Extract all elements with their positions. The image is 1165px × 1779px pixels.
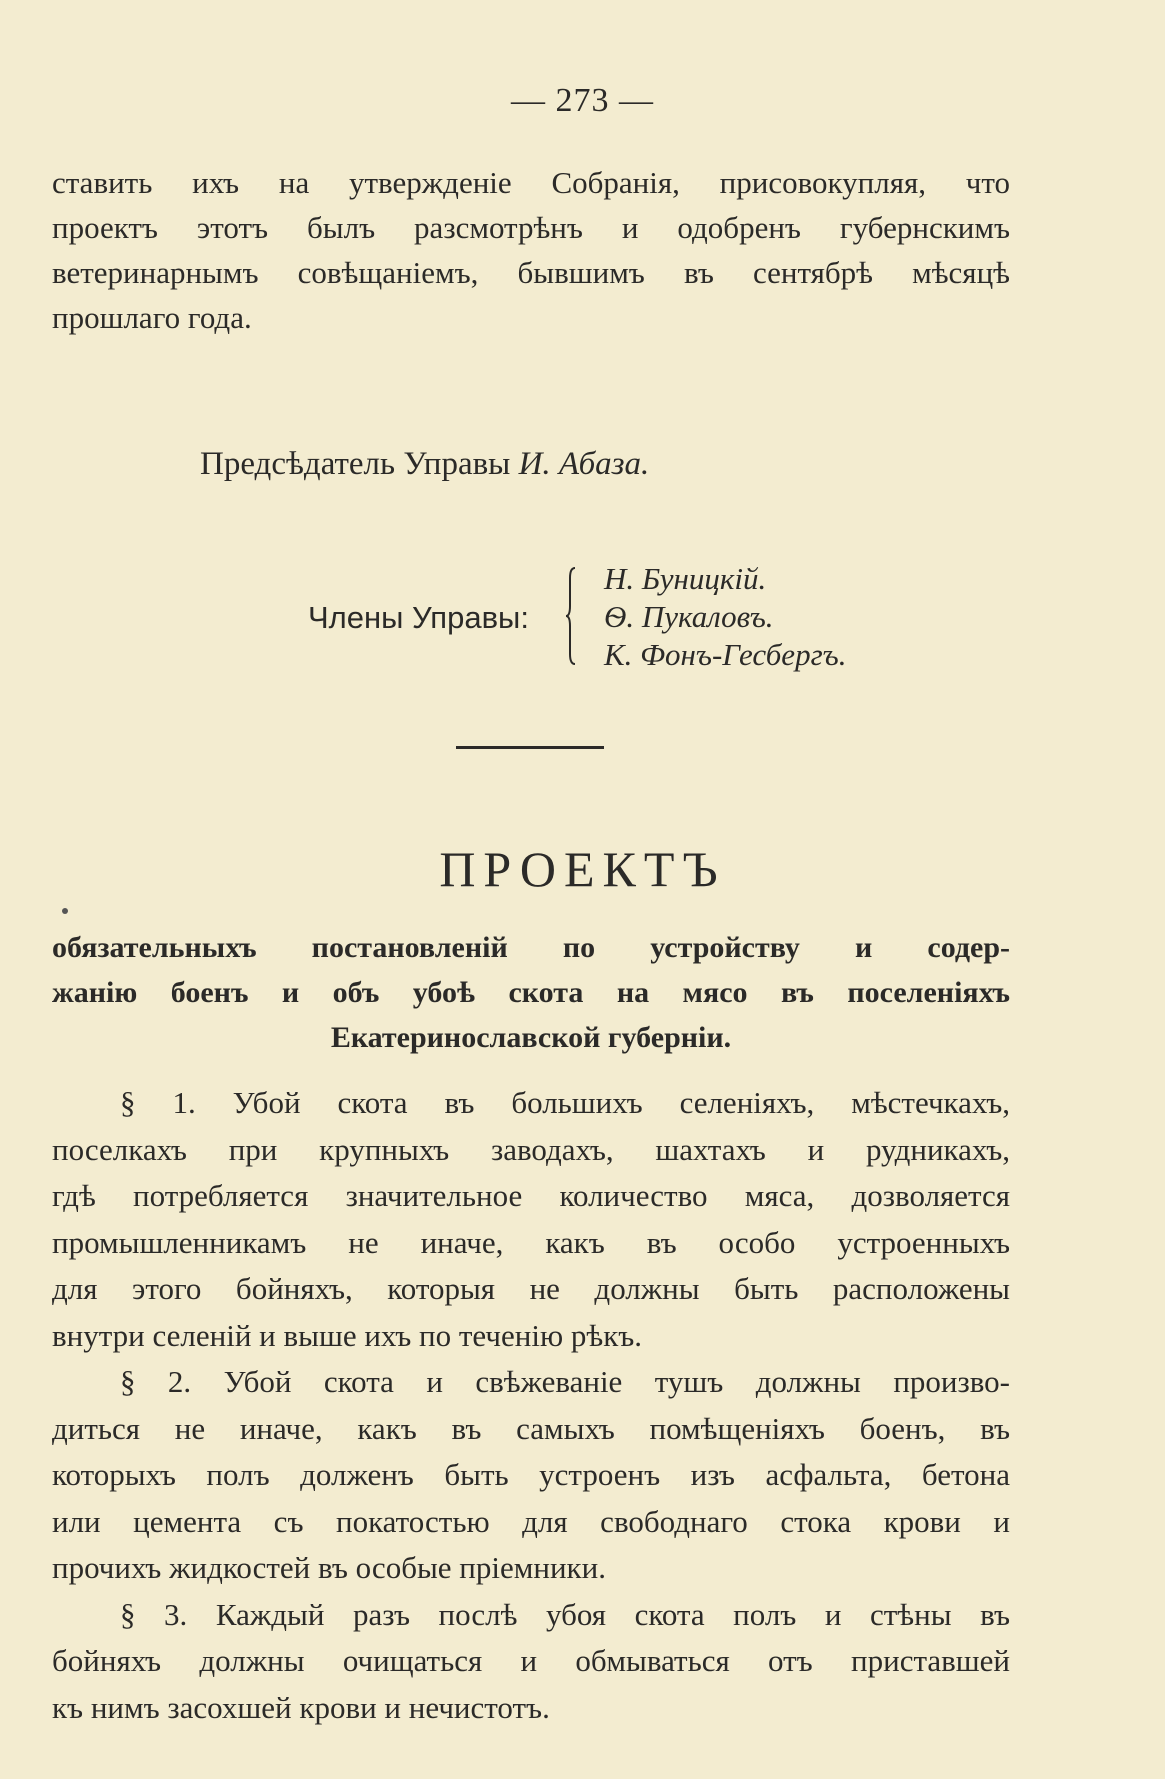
section-divider xyxy=(456,746,604,749)
member-name: Ѳ. Пукаловъ. xyxy=(604,599,774,634)
paragraph-line: § 1. Убой скота въ большихъ селеніяхъ, мѣстечкахъ, xyxy=(120,1085,1010,1120)
subheading-line: обязательныхъ постановленій по устройству и содер- xyxy=(52,931,1010,964)
paragraph-line: § 2. Убой скота и свѣжеваніе тушъ должны произво- xyxy=(120,1364,1010,1399)
chair-signature xyxy=(200,446,649,483)
ink-speck xyxy=(62,908,68,914)
paragraph-line: диться не иначе, какъ въ самыхъ помѣщеніяхъ боенъ, въ xyxy=(52,1410,1010,1446)
members-label: Члены Управы: xyxy=(308,600,529,635)
paragraph-line: прочихъ жидкостей въ особые пріемники. xyxy=(52,1550,606,1585)
member-name: Н. Буницкій. xyxy=(604,561,767,596)
document-heading: ПРОЕКТЪ xyxy=(439,841,726,897)
subheading-line: жанію боенъ и объ убоѣ скота на мясо въ поселеніяхъ xyxy=(52,976,1010,1009)
intro-line: ветеринарнымъ совѣщаніемъ, бывшимъ въ сентябрѣ мѣсяцѣ xyxy=(52,255,1010,290)
intro-line: ставить ихъ на утвержденіе Собранія, присовокупляя, что xyxy=(52,165,1010,200)
brace-icon xyxy=(566,566,578,666)
paragraph-2 xyxy=(52,1359,1010,1592)
intro-line: прошлаго года. xyxy=(52,300,252,335)
paragraph-3 xyxy=(52,1592,1010,1732)
members-list xyxy=(604,560,847,674)
members-signature xyxy=(308,560,1008,670)
member-name: К. Фонъ-Гесбергъ. xyxy=(604,637,847,672)
paragraph-line: поселкахъ при крупныхъ заводахъ, шахтахъ и рудникахъ, xyxy=(52,1131,1010,1167)
chair-name: И. Абаза. xyxy=(518,446,650,482)
paragraph-line: для этого бойняхъ, которыя не должны быть расположены xyxy=(52,1271,1010,1306)
paragraph-line: бойняхъ должны очищаться и обмываться отъ приставшей xyxy=(52,1643,1010,1678)
paragraph-line: внутри селеній и выше ихъ по теченію рѣкъ. xyxy=(52,1317,643,1353)
document-subheading xyxy=(52,924,1010,1059)
paragraph-1 xyxy=(52,1080,1010,1359)
regulation-paragraphs xyxy=(52,1080,1010,1731)
paragraph-line: § 3. Каждый разъ послѣ убоя скота полъ и стѣны въ xyxy=(120,1596,1010,1632)
page-number: — 273 — xyxy=(511,82,654,119)
paragraph-line: къ нимъ засохшей крови и нечистотъ. xyxy=(52,1689,550,1725)
paragraph-line: гдѣ потребляется значительное количество мяса, дозволяется xyxy=(52,1178,1010,1213)
paragraph-line: которыхъ полъ долженъ быть устроенъ изъ асфальта, бетона xyxy=(52,1457,1010,1492)
paragraph-line: или цемента съ покатостью для свободнаго стока крови и xyxy=(52,1503,1010,1539)
paragraph-line: промышленникамъ не иначе, какъ въ особо устроенныхъ xyxy=(52,1224,1010,1260)
intro-paragraph xyxy=(52,160,1010,340)
subheading-line: Екатеринославской губерніи. xyxy=(330,1021,732,1054)
chair-title: Предсѣдатель Управы xyxy=(200,446,511,482)
intro-line: проектъ этотъ былъ разсмотрѣнъ и одобренъ губернскимъ xyxy=(52,210,1010,245)
